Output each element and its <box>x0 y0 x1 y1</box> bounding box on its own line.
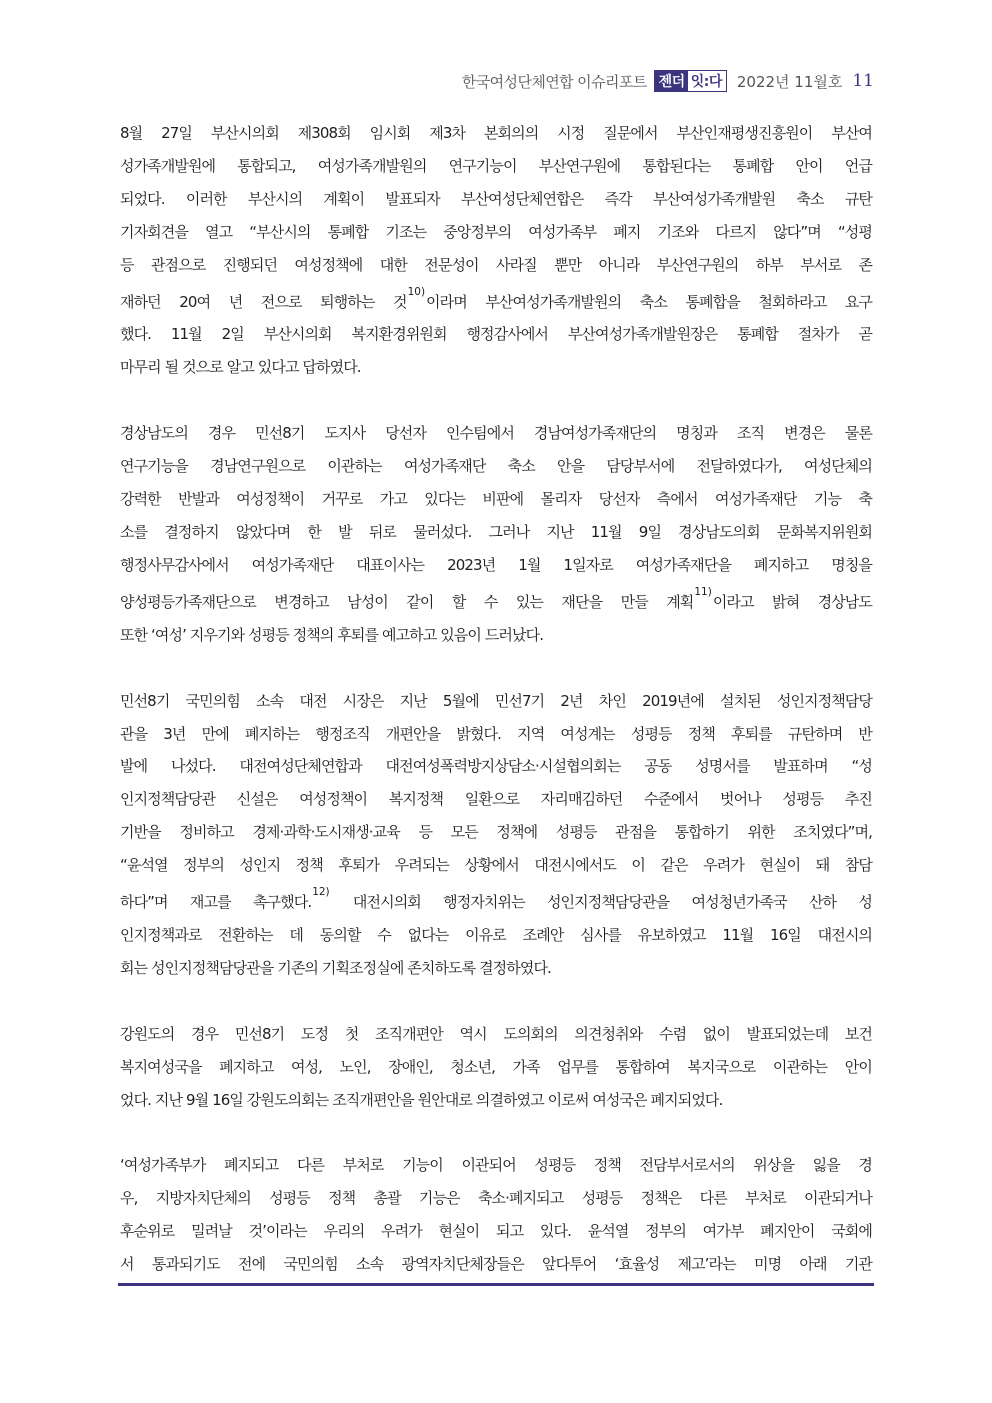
text-line: 되었다. 이러한 부산시의 계획이 발표되자 부산여성단체연합은 즉각 부산여성가족개발원 축소 규탄 <box>120 189 872 208</box>
page-header <box>462 66 874 96</box>
paragraph-daejeon <box>120 685 872 985</box>
text-line: “윤석열 정부의 성인지 정책 후퇴가 우려되는 상황에서 대전시에서도 이 같은 우려가 현실이 돼 참담 <box>120 856 872 875</box>
text-line: 인지정책과로 전환하는 데 동의할 수 없다는 이유로 조례안 심사를 유보하였고 11월 16일 대전시의 <box>120 925 872 944</box>
text-line: 또한 ‘여성’ 지우기와 성평등 정책의 후퇴를 예고하고 있음이 드러났다. <box>120 625 544 644</box>
text-line: 우, 지방자치단체의 성평등 정책 총괄 기능은 축소·폐지되고 성평등 정책은 다른 부처로 이관되거나 <box>120 1189 872 1208</box>
text-line: 재하던 20여 년 전으로 퇴행하는 것$^{10)}$이라며 부산여성가족개발원의 축소 통폐합을 철회하라고 요구 <box>120 285 872 311</box>
text-line: 관을 3년 만에 폐지하는 행정조직 개편안을 밝혔다. 지역 여성계는 성평등 정책 후퇴를 규탄하며 반 <box>120 724 872 743</box>
text-line: 발에 나섰다. 대전여성단체연합과 대전여성폭력방지상담소·시설협의회는 공동 성명서를 발표하며 “성 <box>120 757 872 776</box>
text-line: 강원도의 경우 민선8기 도정 첫 조직개편안 역시 도의회의 의견청취와 수렴 없이 발표되었는데 보건 <box>120 1024 872 1043</box>
header-issue: 2022년 11월호 <box>736 72 843 91</box>
text-line: ‘여성가족부가 폐지되고 다른 부처로 기능이 이관되어 성평등 정책 전담부서로서의 위상을 잃을 경 <box>120 1156 872 1175</box>
page-number: 11 <box>852 71 874 91</box>
text-line: 연구기능을 경남연구원으로 이관하는 여성가족재단 축소 안을 담당부서에 전달하였다가, 여성단체의 <box>120 457 872 476</box>
text-line: 행정사무감사에서 여성가족재단 대표이사는 2023년 1월 1일자로 여성가족재단을 폐지하고 명칭을 <box>120 555 872 574</box>
text-line: 민선8기 국민의힘 소속 대전 시장은 지난 5월에 민선7기 2년 차인 2019년에 설치된 성인지정책담당 <box>120 691 872 710</box>
footnote-ref-12[interactable]: 12) <box>312 886 330 899</box>
paragraph-busan <box>120 117 872 384</box>
text-line: 서 통과되기도 전에 국민의힘 소속 광역자치단체장들은 앞다투어 ‘효율성 제고’라는 미명 아래 기관 <box>120 1255 872 1274</box>
logo-part1: 젠더 <box>655 71 688 91</box>
text-line: 양성평등가족재단으로 변경하고 남성이 같이 할 수 있는 재단을 만들 계획$^{11)}$이라고 밝혀 경상남도 <box>120 585 872 611</box>
text-line: 마무리 될 것으로 알고 있다고 답하였다. <box>120 358 361 377</box>
text-line: 회는 성인지정책담당관을 기존의 기획조정실에 존치하도록 결정하였다. <box>120 958 551 977</box>
text-line: 었다. 지난 9월 16일 강원도의회는 조직개편안을 원안대로 의결하였고 이로써 여성국은 폐지되었다. <box>120 1090 723 1109</box>
text-line: 기자회견을 열고 “부산시의 통폐합 기조는 중앙정부의 여성가족부 폐지 기조와 다르지 않다”며 “성평 <box>120 222 872 241</box>
text-line: 인지정책담당관 신설은 여성정책이 복지정책 일환으로 자리매김하던 수준에서 벗어나 성평등 추진 <box>120 790 872 809</box>
paragraph-gangwon <box>120 1018 872 1117</box>
logo-part2: 잇:다 <box>690 74 722 90</box>
footnote-ref-10[interactable]: 10) <box>407 285 426 298</box>
text-line: 했다. 11월 2일 부산시의회 복지환경위원회 행정감사에서 부산여성가족개발원장은 통폐합 절차가 곧 <box>120 325 872 344</box>
text-line: 후순위로 밀려날 것’이라는 우리의 우려가 현실이 되고 있다. 윤석열 정부의 여가부 폐지안이 국회에 <box>120 1222 872 1241</box>
report-logo <box>654 70 727 92</box>
text-line: 성가족개발원에 통합되고, 여성가족개발원의 연구기능이 부산연구원에 통합된다는 통폐합 안이 언급 <box>120 156 872 175</box>
text-line: 기반을 정비하고 경제·과학·도시재생·교육 등 모든 정책에 성평등 관점을 통합하기 위한 조치였다”며, <box>120 823 872 842</box>
text-line: 등 관점으로 진행되던 여성정책에 대한 전문성이 사라질 뿐만 아니라 부산연구원의 하부 부서로 존 <box>120 255 872 274</box>
paragraph-gyeongnam <box>120 417 872 651</box>
text-line: 8월 27일 부산시의회 제308회 임시회 제3차 본회의의 시정 질문에서 부산인재평생진흥원이 부산여 <box>120 124 872 142</box>
document-body <box>120 117 872 1281</box>
paragraph-conclusion <box>120 1149 872 1281</box>
footnote-ref-11[interactable]: 11) <box>694 585 712 598</box>
header-org: 한국여성단체연합 이슈리포트 <box>461 72 647 91</box>
text-line: 소를 결정하지 않았다며 한 발 뒤로 물러섰다. 그러나 지난 11월 9일 경상남도의회 문화복지위원회 <box>120 522 872 541</box>
text-line: 하다”며 재고를 촉구했다.$^{12)}$ 대전시의회 행정자치위는 성인지정책담당관을 여성청년가족국 산하 성 <box>120 886 872 912</box>
text-line: 경상남도의 경우 민선8기 도지사 당선자 인수팀에서 경남여성가족재단의 명칭과 조직 변경은 물론 <box>120 424 872 443</box>
text-line: 복지여성국을 폐지하고 여성, 노인, 장애인, 청소년, 가족 업무를 통합하여 복지국으로 이관하는 안이 <box>120 1057 872 1076</box>
footer-rule <box>118 1283 874 1286</box>
text-line: 강력한 반발과 여성정책이 거꾸로 가고 있다는 비판에 몰리자 당선자 측에서 여성가족재단 기능 축 <box>120 490 872 509</box>
